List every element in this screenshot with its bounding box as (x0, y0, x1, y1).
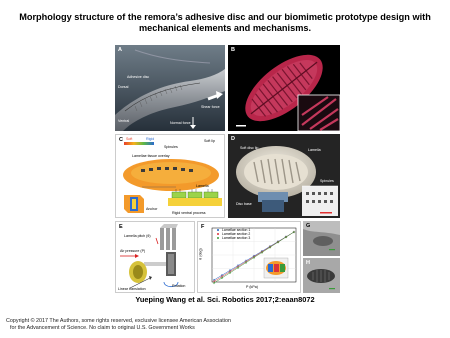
y-axis-label: θ (deg) (198, 248, 203, 260)
panel-a-adhesive-disc-label: Adhesive disc (127, 75, 150, 79)
panel-d-lamella-label: Lamella (308, 148, 321, 152)
copyright-notice (6, 318, 231, 332)
legend-entry-1: Lamellae section 1 (222, 228, 251, 232)
panel-c-soft-label: Soft (126, 137, 133, 141)
legend-marker-1 (217, 229, 219, 231)
panel-c-rigid-label: Rigid (146, 137, 155, 141)
panel-d-soft-disc-lip-label: Soft disc lip (240, 146, 259, 150)
panel-c-soft-lip-label: Soft lip (204, 139, 215, 143)
panel-e-image (116, 222, 195, 293)
panel-e-lamella-pitch-label: Lamella pitch (θ) (124, 234, 151, 238)
panel-c-label: C (119, 137, 123, 143)
panel-c-spinules-label: Spinules (164, 145, 178, 149)
panel-a-normal-force-label: Normal force (170, 121, 191, 125)
panel-b (228, 45, 340, 131)
x-axis-label: P (kPa) (246, 285, 258, 289)
panel-a-label: A (118, 47, 122, 53)
panel-c (115, 134, 225, 218)
legend-marker-2 (217, 233, 219, 235)
panel-d-spinules-label: Spinules (320, 179, 334, 183)
panel-c-rigid-ventral-label: Rigid ventral process (172, 211, 206, 215)
figure-title-line-1: Morphology structure of the remora’s adhesive disc and our biomimetic prototype design with (19, 12, 431, 22)
panel-a-ventral-label: Ventral (118, 119, 130, 123)
panel-h (303, 258, 340, 293)
panel-a-image (115, 45, 225, 131)
copyright-line-1: Copyright © 2017 The Authors, some rights reserved, exclusive licensee American Association (6, 318, 231, 324)
panel-d-disc-base-label: Disc base (236, 202, 252, 206)
panel-e-air-pressure-label: Air pressure (P) (120, 249, 146, 253)
panel-e-linear-translation-label: Linear translation (118, 287, 146, 291)
panel-c-lamella-label: Lamella (196, 184, 209, 188)
figure-title (10, 12, 440, 34)
citation: Yueping Wang et al. Sci. Robotics 2017;2:eaan8072 (135, 295, 315, 304)
panel-h-label: H (306, 260, 310, 266)
figure-title-line-2: mechanical elements and mechanisms. (138, 23, 312, 33)
panel-f-label: F (201, 224, 205, 230)
panel-a-shear-force-label: Shear force (201, 105, 220, 109)
copyright-line-2: for the Advancement of Science. No claim to original U.S. Government Works (10, 325, 195, 331)
legend-marker-3 (217, 237, 219, 239)
panel-g-label: G (306, 223, 311, 229)
panel-a (115, 45, 225, 131)
panel-c-lamellae-tissue-label: Lamellae tissue overlay (132, 154, 170, 158)
panel-c-anchor-label: Anchor (146, 207, 158, 211)
panel-g (303, 221, 340, 256)
panel-f (197, 221, 301, 293)
figure (115, 45, 340, 295)
panel-b-image (228, 45, 340, 131)
legend-entry-3: Lamellae section 3 (222, 236, 251, 240)
panel-e (115, 221, 195, 293)
panel-e-label: E (119, 224, 123, 230)
panel-b-label: B (231, 47, 235, 53)
panel-a-dorsal-label: Dorsal (118, 85, 129, 89)
panel-d-label: D (231, 136, 235, 142)
legend-entry-2: Lamellae section 2 (222, 232, 251, 236)
panel-d (228, 134, 340, 218)
panel-e-rotation-label: Rotation (172, 284, 186, 288)
